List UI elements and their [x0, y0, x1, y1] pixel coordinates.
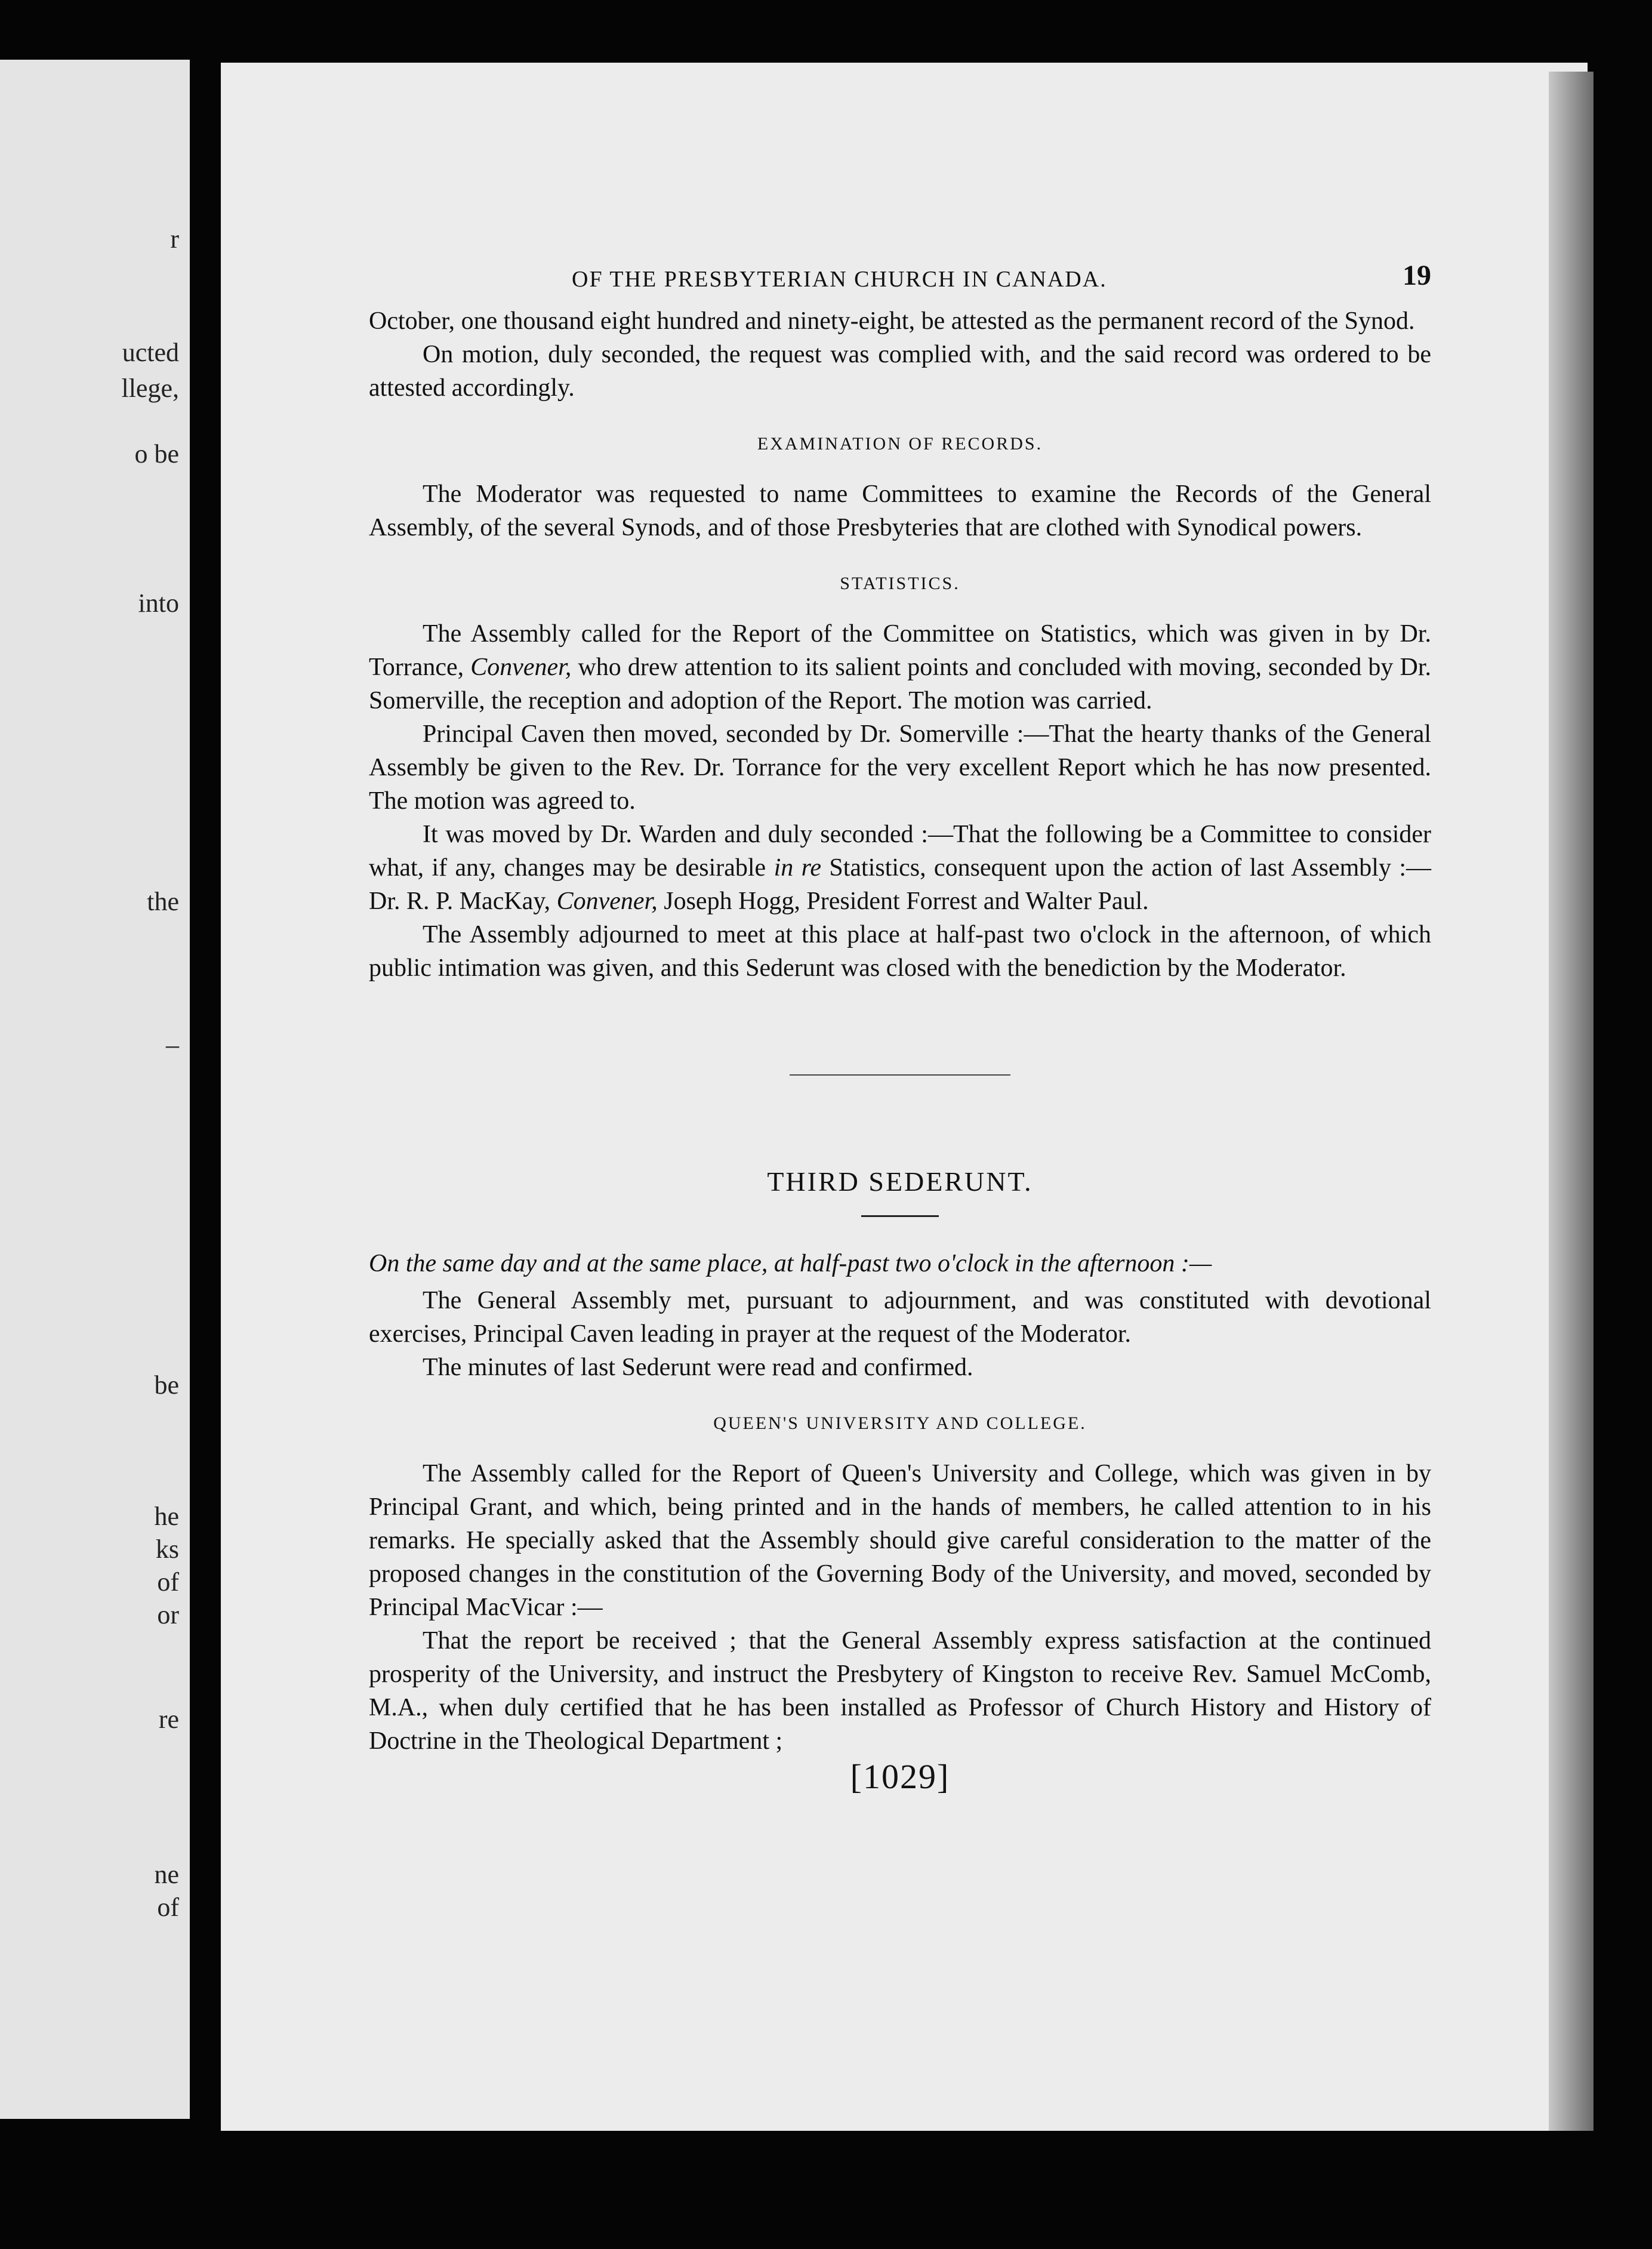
italic-run: Convener, [556, 888, 658, 915]
paragraph [369, 818, 1431, 918]
section-heading: EXAMINATION OF RECORDS. [757, 434, 1043, 454]
margin-fragment: ks [155, 1535, 179, 1564]
left-facing-page [0, 60, 190, 2119]
page-edge [1549, 72, 1594, 2131]
short-rule [861, 1215, 939, 1217]
divider-rule [790, 1074, 1010, 1076]
page-text [369, 260, 1431, 1796]
margin-fragment: ucted [122, 338, 179, 367]
section-heading: QUEEN'S UNIVERSITY AND COLLEGE. [713, 1413, 1087, 1433]
text-run: It was moved by Dr. Warden and duly seconded :—That the following be a Committee to consider what, if any, changes may be desirable [369, 821, 1431, 882]
margin-fragment: or [157, 1600, 179, 1629]
margin-fragment: be [154, 1370, 179, 1400]
paragraph [369, 617, 1431, 717]
paragraph: The Assembly adjourned to meet at this place at half-past two o'clock in the afternoon, of which public intimation was given, and this Sederunt was closed with the benediction by the Moderator. [369, 921, 1431, 982]
italic-run: in re [773, 854, 822, 882]
italic-run: Convener, [470, 654, 572, 681]
margin-fragment: of [157, 1893, 179, 1922]
margin-fragment: into [138, 589, 179, 618]
text-run: Statistics, consequent upon the action of last Assembly :—Dr. R. P. MacKay, [369, 854, 1431, 915]
section-heading: STATISTICS. [840, 574, 960, 593]
text-run: Joseph Hogg, President Forrest and Walter Paul. [657, 888, 1149, 915]
paragraph: That the report be received ; that the General Assembly express satisfaction at the continued prosperity of the University, and instruct the Presbytery of Kingston to receive Rev. Samuel McComb, M.A., when duly certified that he has been installed as Professor of Church History and History of Doctrine in the Theological Department ; [369, 1627, 1431, 1755]
paragraph: The Moderator was requested to name Committees to examine the Records of the General Assembly, of the several Synods, and of those Presbyteries that are clothed with Synodical powers. [369, 480, 1431, 541]
margin-fragment: llege, [121, 374, 179, 403]
margin-fragment: r [170, 224, 179, 254]
paragraph: The General Assembly met, pursuant to adjournment, and was constituted with devotional exercises, Principal Caven leading in prayer at the request of the Moderator. [369, 1287, 1431, 1348]
paragraph: October, one thousand eight hundred and ninety-eight, be attested as the permanent record of the Synod. [369, 307, 1415, 335]
sederunt-heading: THIRD SEDERUNT. [767, 1166, 1033, 1197]
paragraph: The Assembly called for the Report of Queen's University and College, which was given in by Principal Grant, and which, being printed and in the hands of members, he called attention to in his remarks. He specially asked that the Assembly should give careful consideration to the matter of the proposed changes in the constitution of the Governing Body of the University, and moved, seconded by Principal MacVicar :— [369, 1460, 1431, 1621]
text-run: The Assembly called for the Report of the Committee on Statistics, which was given in by Dr. Torrance, [369, 620, 1431, 681]
paragraph: On motion, duly seconded, the request was complied with, and the said record was ordered to be attested accordingly. [369, 341, 1431, 402]
margin-fragment: – [166, 1030, 179, 1059]
italic-intro: On the same day and at the same place, at half-past two o'clock in the afternoon :— [369, 1250, 1212, 1277]
margin-fragment: the [147, 887, 179, 916]
page-signature: [1029] [850, 1757, 950, 1796]
margin-fragment: ne [154, 1860, 179, 1889]
paragraph: Principal Caven then moved, seconded by Dr. Somerville :—That the hearty thanks of the General Assembly be given to the Rev. Dr. Torrance for the very excellent Report which he has now presented. The motion was agreed to. [369, 720, 1431, 815]
page-header [369, 260, 1431, 304]
margin-fragment: o be [134, 439, 179, 469]
margin-fragment: of [157, 1567, 179, 1597]
margin-fragment: re [158, 1705, 179, 1734]
running-head: OF THE PRESBYTERIAN CHURCH IN CANADA. [572, 267, 1107, 292]
text-run: who drew attention to its salient points and concluded with moving, seconded by Dr. Somerville, the reception and adoption of the Report. The motion was carried. [369, 654, 1431, 714]
page-number: 19 [1403, 260, 1431, 291]
paragraph: The minutes of last Sederunt were read and confirmed. [423, 1354, 973, 1381]
margin-fragment: he [154, 1502, 179, 1531]
